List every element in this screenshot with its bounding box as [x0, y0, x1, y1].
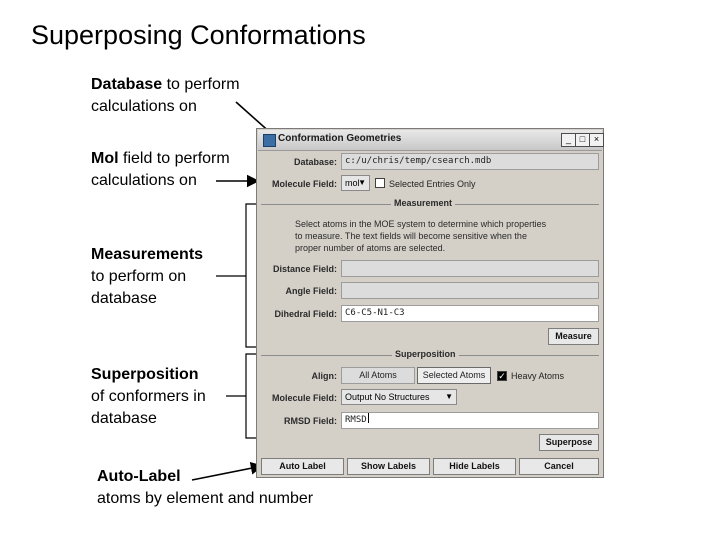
measurement-title: Measurement — [391, 198, 455, 208]
annotation-superposition-line3: database — [91, 410, 157, 427]
superposition-title: Superposition — [392, 349, 459, 359]
distance-field-label: Distance Field: — [272, 264, 337, 274]
hide-labels-button[interactable]: Hide Labels — [433, 458, 516, 475]
heavy-atoms-checkbox[interactable]: ✓ — [498, 371, 506, 381]
annotation-database-rest: to perform — [162, 76, 240, 93]
superpose-button[interactable]: Superpose — [539, 434, 599, 451]
window-title: Conformation Geometries — [278, 133, 402, 144]
maximize-button[interactable]: □ — [575, 133, 590, 147]
angle-field[interactable] — [341, 282, 599, 299]
measurement-help-line2: to measure. The text fields will become sensitive when the — [295, 231, 527, 241]
annotation-auto-label-line2: atoms by element and number — [97, 490, 314, 507]
dihedral-field-label: Dihedral Field: — [274, 309, 337, 319]
angle-field-label: Angle Field: — [285, 286, 337, 296]
output-select[interactable] — [341, 389, 457, 405]
rmsd-field-value: RMSD — [345, 415, 367, 425]
annotation-database-line2: calculations on — [91, 98, 197, 115]
conformation-geometries-window — [256, 128, 604, 478]
database-label: Database: — [293, 157, 337, 167]
distance-field[interactable] — [341, 260, 599, 277]
chevron-down-icon: ▼ — [358, 178, 366, 187]
close-button[interactable]: × — [589, 133, 604, 147]
all-atoms-button[interactable]: All Atoms — [341, 367, 415, 384]
measure-button[interactable]: Measure — [548, 328, 599, 345]
annotation-measurements-line2: to perform on — [91, 268, 187, 285]
dihedral-field[interactable]: C6-C5-N1-C3 — [341, 305, 599, 322]
selected-entries-label: Selected Entries Only — [389, 179, 476, 189]
output-select-value: Output No Structures — [345, 392, 430, 402]
selected-atoms-button[interactable]: Selected Atoms — [417, 367, 491, 384]
heavy-atoms-label: Heavy Atoms — [511, 371, 565, 381]
annotation-database-bold: Database — [91, 76, 163, 93]
arrow-auto-label — [192, 466, 262, 480]
annotation-measurements-bold: Measurements — [91, 246, 204, 263]
annotation-superposition-bold: Superposition — [91, 366, 199, 383]
database-field[interactable]: c:/u/chris/temp/csearch.mdb — [341, 153, 599, 170]
annotation-auto-label-bold: Auto-Label — [97, 468, 181, 485]
annotation-measurements-line3: database — [91, 290, 157, 307]
annotation-mol-bold: Mol — [91, 150, 119, 167]
rmsd-field-label: RMSD Field: — [284, 416, 337, 426]
measurement-help — [295, 218, 546, 254]
measurement-help-line3: proper number of atoms are selected. — [295, 243, 446, 253]
superposition-molecule-field-label: Molecule Field: — [271, 393, 337, 403]
app-icon — [263, 134, 276, 147]
molecule-field-select[interactable] — [341, 175, 370, 191]
minimize-button[interactable]: _ — [561, 133, 576, 147]
window-titlebar[interactable] — [258, 130, 602, 151]
selected-entries-checkbox[interactable] — [375, 178, 385, 188]
slide-title: Superposing Conformations — [31, 20, 366, 50]
annotation-superposition-line2: of conformers in — [91, 388, 206, 405]
text-caret — [368, 413, 369, 423]
cancel-button[interactable]: Cancel — [519, 458, 599, 475]
molecule-field-value: mol — [345, 178, 360, 188]
rmsd-field[interactable] — [341, 412, 599, 429]
annotation-mol-line2: calculations on — [91, 172, 197, 189]
auto-label-button[interactable]: Auto Label — [261, 458, 344, 475]
annotation-mol-rest: field to perform — [118, 150, 230, 167]
chevron-down-icon: ▼ — [445, 392, 453, 401]
show-labels-button[interactable]: Show Labels — [347, 458, 430, 475]
molecule-field-label: Molecule Field: — [271, 179, 337, 189]
align-label: Align: — [311, 371, 337, 381]
measurement-help-line1: Select atoms in the MOE system to determine which properties — [295, 219, 547, 229]
